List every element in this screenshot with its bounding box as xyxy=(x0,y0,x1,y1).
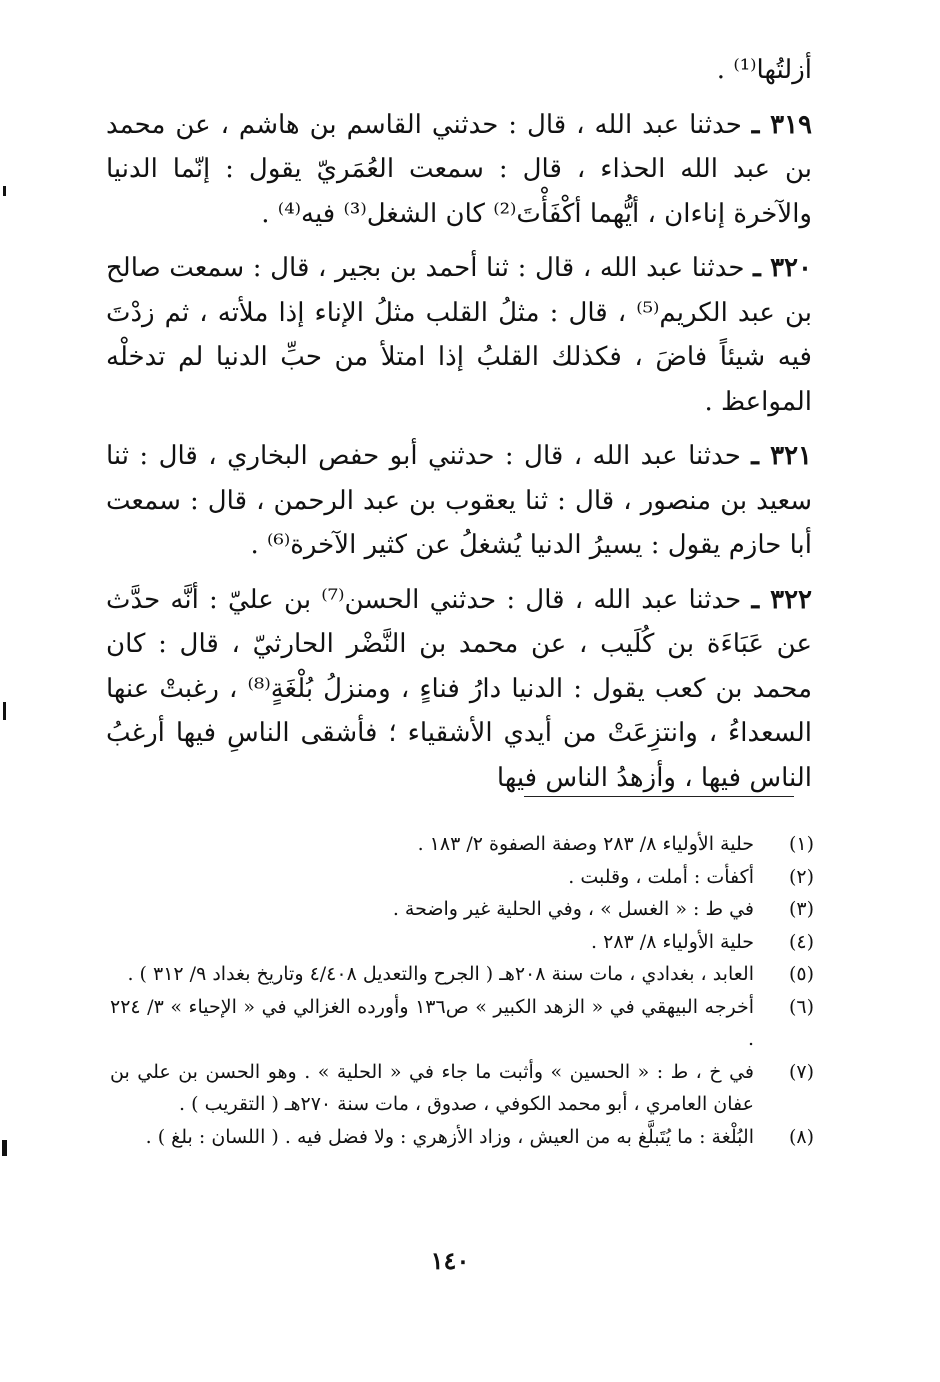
hadith-text: حدثنا عبد الله ، قال : حدثني القاسم بن هاشم ، عن محمد بن عبد الله الحذاء ، قال : سمعت العُمَريّ يقول : إنّما الدنيا والآخرة إناءان ، أيُّهما أكْفَأْتَ⁽²⁾ كان الشغل⁽³⁾ فيه⁽⁴⁾ . xyxy=(106,109,812,229)
hadith-number: ٣٢٢ ـ xyxy=(751,584,813,615)
hadith-322 xyxy=(106,578,812,801)
footnote-text: في خ ، ط : « الحسين » وأثبت ما جاء في « الحلية » . وهو الحسن بن علي بن عفان العامري ، أبو محمد الكوفي ، صدوق ، مات سنة ٢٧٠هـ ( التقريب ) . xyxy=(110,1060,754,1115)
hadith-text: حدثنا عبد الله ، قال : ثنا أحمد بن بجير ، قال : سمعت صالح بن عبد الكريم⁽⁵⁾ ، قال : مثلُ القلب مثلُ الإناء إذا ملأته ، ثم زدْتَ فيه شيئاً فاضَ ، فكذلك القلبُ إذا امتلأ من حبِّ الدنيا لم تدخلْه المواعظ . xyxy=(106,253,812,417)
hadith-number: ٣٢٠ ـ xyxy=(753,253,812,283)
footnote-item xyxy=(110,861,814,894)
footnote-number: (٥) xyxy=(788,963,814,985)
footnote-item xyxy=(110,958,814,991)
footnote-number: (٦) xyxy=(788,995,814,1018)
footnote-text: في ط : « الغسل » ، وفي الحلية غير واضحة . xyxy=(392,898,754,920)
footnotes xyxy=(110,828,814,1153)
footnote-text: أكفأت : أملت ، وقلبت . xyxy=(568,865,754,888)
footnote-text: حلية الأولياء ٨/ ٢٨٣ . xyxy=(591,930,754,953)
footnote-number: (٤) xyxy=(788,930,814,953)
hadith-321 xyxy=(106,434,812,568)
main-text xyxy=(106,48,812,810)
hadith-text: حدثنا عبد الله ، قال : حدثني الحسن⁽⁷⁾ بن عليّ : أنَّه حدَّث عن عَبَاءَة بن كُلَيب ، عن محمد بن النَّضْر الحارثيّ ، قال : كان محمد بن كعب يقول : الدنيا دارُ فناءٍ ، ومنزلُ بُلْغَةٍ⁽⁸⁾ ، رغبتْ عنها السعداءُ ، وانتزِعَتْ من أيدي الأشقياء ؛ فأشقى الناسِ فيها أرغبُ الناس فيها ، وأزهدُ الناس فيها xyxy=(106,584,812,793)
footnote-text: أخرجه البيهقي في « الزهد الكبير » ص١٣٦ وأورده الغزالي في « الإحياء » ٣/ ٢٢٤ . xyxy=(110,995,754,1050)
hadith-number: ٣٢١ ـ xyxy=(751,441,813,471)
footnote-item xyxy=(110,991,814,1056)
footnote-text: العابد ، بغدادي ، مات سنة ٢٠٨هـ ( الجرح والتعديل ٤/٤٠٨ وتاريخ بغداد ٩/ ٣١٢ ) . xyxy=(127,963,754,985)
scan-margin-mark xyxy=(2,1140,7,1156)
footnote-divider xyxy=(524,796,794,797)
intro-line: أزلتُها⁽¹⁾ . xyxy=(716,55,812,85)
footnote-item xyxy=(110,893,814,926)
footnote-number: (٣) xyxy=(788,898,814,920)
footnote-text: حلية الأولياء ٨/ ٢٨٣ وصفة الصفوة ٢/ ١٨٣ . xyxy=(417,833,754,855)
scan-margin-mark xyxy=(3,186,6,196)
footnote-number: (٧) xyxy=(788,1060,814,1083)
hadith-text: حدثنا عبد الله ، قال : حدثني أبو حفص البخاري ، قال : ثنا سعيد بن منصور ، قال : ثنا يعقوب بن عبد الرحمن ، قال : سمعت أبا حازم يقول : يسيرُ الدنيا يُشغلُ عن كثير الآخرة⁽⁶⁾ . xyxy=(106,441,812,560)
footnote-text: البُلْغة : ما يُتَبلَّغ به من العيش ، وزاد الأزهري : ولا فضل فيه . ( اللسان : بلغ ) . xyxy=(145,1125,754,1148)
footnote-item xyxy=(110,828,814,861)
scan-margin-mark xyxy=(3,702,6,720)
footnote-item xyxy=(110,926,814,959)
footnote-number: (٢) xyxy=(788,865,814,888)
footnote-item xyxy=(110,1121,814,1154)
footnote-number: (١) xyxy=(788,833,814,855)
footnote-item xyxy=(110,1056,814,1121)
footnote-number: (٨) xyxy=(788,1125,814,1148)
hadith-320 xyxy=(106,246,812,424)
hadith-number: ٣١٩ ـ xyxy=(751,109,813,140)
hadith-319 xyxy=(106,103,812,237)
page-number: ١٤٠ xyxy=(430,1246,470,1275)
